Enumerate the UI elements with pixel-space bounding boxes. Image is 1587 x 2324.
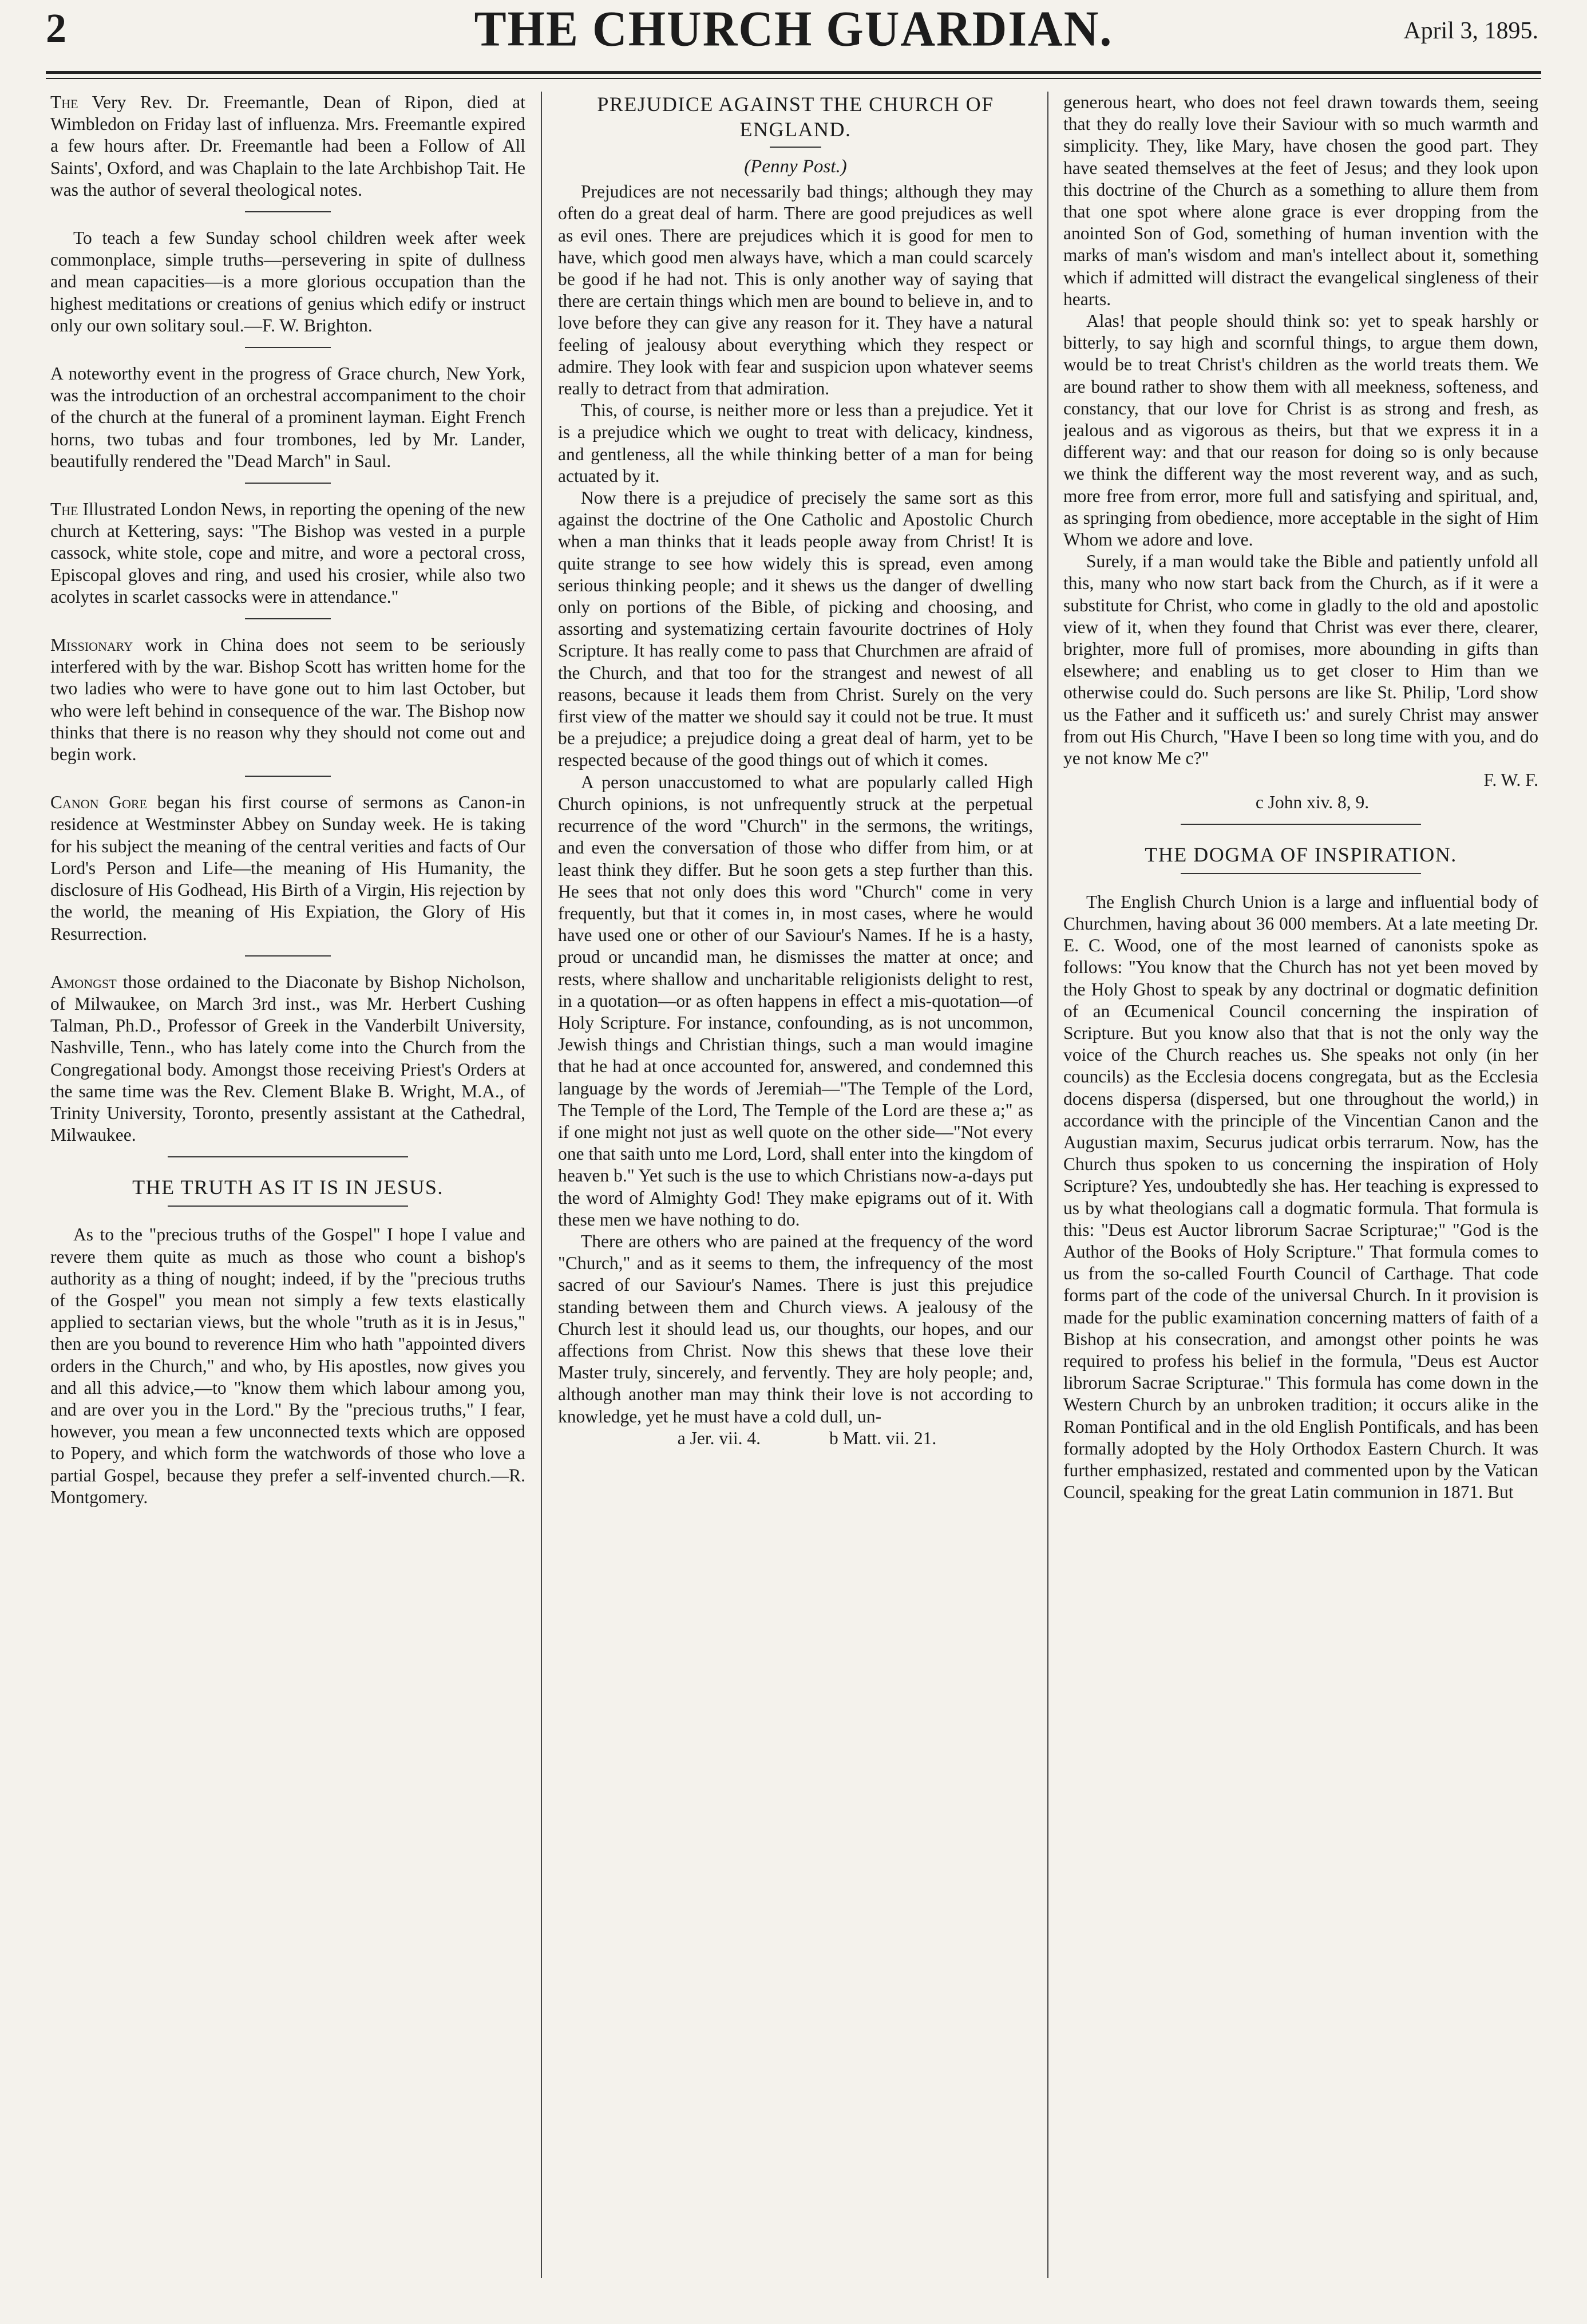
article-source: (Penny Post.) <box>744 156 847 177</box>
article-paragraph: Now there is a prejudice of precisely the same sort as this against the doctrine of the One Catholic and Apostolic Church when a man thinks that it leads people away from Christ! It is quite strange to see how widely this is spread, even among serious thinking people; and it shews us the danger of dwelling only on portions of the Bible, of picking and choosing, and assorting and systematizing certain favourite doctrines of Holy Scripture. It has really come to pass that Churchmen are afraid of the Church, and that too for the strangest and newest of all reasons, because it leads them from Christ. Surely on the very first view of the matter we should say it could not be true. It must be a prejudice; a prejudice doing a great deal of harm, yet to be respected because of the good things out of which it comes. <box>558 488 1033 770</box>
item-lead: Canon Gore <box>50 792 147 813</box>
article-heading: THE DOGMA OF INSPIRATION. <box>1145 843 1457 866</box>
item-text: To teach a few Sunday school children week after week commonplace, simple truths—persevering in spite of dullness and mean capacities—is a more glorious occupation than the highest meditations or creations of genius which edify or instruct only our own solitary soul.—F. W. Brighton. <box>50 228 525 335</box>
issue-date: April 3, 1895. <box>1403 18 1538 44</box>
column-divider <box>541 92 542 2278</box>
article-body: The English Church Union is a large and influential body of Churchmen, having about 36 000 members. At a late meeting Dr. E. C. Wood, one of the most learned of canonists spoke as follows: "You know that the Church has not yet been moved by the Holy Ghost to speak by any doctrinal or dogmatic definition of an Œcumenical Council concerning the inspiration of Scripture. But you know also that that is not the only way the voice of the Church reaches us. She speaks not only (in her councils) as the Ecclesia docens congregata, but as the Ecclesia docens dispersa (dispersed, but one throughout the world,) in accordance with the principle of the Vincentian Canon and the Augustian maxim, Securus judicat orbis terrarum. Now, has the Church thus spoken to us concerning the inspiration of Holy Scripture? Yes, undoubtedly she has. Her teaching is expressed to us by what theologians call a dogmatic formula. That formula is this: "Deus est Auctor librorum Sacrae Scripturae;" "God is the Author of the Books of Holy Scripture." That formula comes to us from the so-called Fourth Council of Carthage. That code forms part of the code of the universal Church. In it provision is made for the public examination concerning matters of faith of a Bishop at his consecration, and amongst other points he was required to profess his belief in the formula, "Deus est Auctor librorum Sacrae Scripturae." This formula has come down in the Western Church by an unbroken tradition; it occurs alike in the Roman Pontifical and in the old English Pontificals, and has been formally adopted by the Holy Orthodox Eastern Church. It was further emphasized, restated and commented upon by the Vatican Council, speaking for the great Latin communion in 1871. But <box>1063 891 1538 1503</box>
item-text: A noteworthy event in the progress of Grace church, New York, was the introduction of an orchestral accompaniment to the choir of the church at the funeral of a prominent layman. Eight French horns, two tubas and four trombones, led by Mr. Lander, beautifully rendered the "Dead March" in Saul. <box>50 363 525 471</box>
column-2 <box>558 92 1033 2301</box>
item-separator <box>245 347 331 348</box>
article-rule <box>168 1206 408 1207</box>
item-text: Illustrated London News, in reporting the opening of the new church at Kettering, says: "The Bishop was vested in a purple cassock, white stole, cope and mitre, and wore a pectoral cross, Episcopal gloves and ring, and used his crosier, while also two acolytes in scarlet cassocks were in attendance." <box>50 499 525 607</box>
article-paragraph: Prejudices are not necessarily bad things; although they may often do a great deal of harm. There are good prejudices as well as evil ones. There are prejudices which it is good for men to have, which good men always have, which a man could scarcely be good if he had not. This is only another way of saying that there are certain things which men are bound to believe in, and to love before they can give any reason for it. They have a natural feeling of jealousy about everything which they respect or admire. They look with fear and suspicion upon whatever seems really to detract from that admiration. <box>558 181 1033 399</box>
article-rule <box>1181 873 1421 874</box>
article-paragraph: A person unaccustomed to what are popularly called High Church opinions, is not unfrequently struck at the perpetual recurrence of the word "Church" in the sermons, the writings, and even the conversation of those who differ from him, or at least think they differ. But he soon gets a step further than this. He sees that not only does this word "Church" come in very frequently, but that it comes in, in most cases, where he would have used one or other of our Saviour's Names. If he is a hasty, proud or uncandid man, he dismisses the matter at once; and rests, where shallow and uncharitable religionists delight to rest, in a quotation—or as often happens in effect a mis-quotation—of Holy Scripture. For instance, confounding, as is not uncommon, Jewish things and Christian things, such a man would imagine that he had at once accounted for, answered, and condemned this language by the words of Jeremiah—"The Temple of the Lord, The Temple of the Lord, The Temple of the Lord are these a;" as if one might not just as well quote on the other side—"Not every one that saith unto me Lord, Lord, shall enter into the kingdom of heaven b." Yet such is the use to which Christians now-a-days put the word of Almighty God! They make epigrams out of it. With these men we have nothing to do. <box>558 772 1033 1230</box>
item-separator <box>245 483 331 484</box>
news-item <box>50 971 525 1147</box>
column-divider <box>1047 92 1048 2278</box>
masthead-rule-thin <box>46 78 1541 79</box>
item-lead: The <box>50 92 78 112</box>
item-separator <box>245 776 331 777</box>
news-item <box>50 499 525 608</box>
footnote: a Jer. vii. 4. <box>677 1428 761 1448</box>
article-paragraph: generous heart, who does not feel drawn towards them, seeing that they do really love their Saviour with so much warmth and simplicity. They, like Mary, have chosen the good part. They have seated themselves at the feet of Jesus; and they look upon this doctrine of the Church as a something to allure them from that one spot where alone grace is ever dropping from the anointed Son of God, something of human invention with the marks of man's wisdom and man's intellect about it, something which if admitted will distract the evangelical singleness of their hearts. <box>1063 92 1538 309</box>
masthead-rule <box>46 71 1541 74</box>
article-rule <box>168 1156 408 1157</box>
masthead <box>0 0 1587 69</box>
item-text: work in China does not seem to be seriously interfered with by the war. Bishop Scott has written home for the two ladies who were to have gone out to him last October, but who were left behind in consequence of the war. The Bishop now thinks that there is no reason why they should not come out and begin work. <box>50 635 525 765</box>
heading-rule <box>770 147 821 148</box>
column-3 <box>1063 92 1538 2301</box>
footnote: b Matt. vii. 21. <box>829 1428 937 1448</box>
footnotes <box>558 1428 1033 1449</box>
item-lead: The <box>50 499 78 520</box>
article-heading: THE TRUTH AS IT IS IN JESUS. <box>132 1176 444 1199</box>
item-separator <box>245 955 331 957</box>
news-item <box>50 227 525 337</box>
news-item <box>50 634 525 765</box>
column-1 <box>50 92 525 2301</box>
item-lead: Missionary <box>50 635 133 655</box>
item-separator <box>245 211 331 212</box>
item-text: Very Rev. Dr. Freemantle, Dean of Ripon, died at Wimbledon on Friday last of influenza. Mrs. Freemantle expired a few hours after. Dr. Freemantle had been a Follow of All Saints', Oxford, and was Chaplain to the late Archbishop Tait. He was the author of several theological notes. <box>50 92 525 200</box>
article-paragraph: This, of course, is neither more or less than a prejudice. Yet it is a prejudice which we ought to treat with delicacy, kindness, and gentleness, all the while thinking better of a man for being actuated by it. <box>558 400 1033 486</box>
news-item <box>50 792 525 944</box>
page-number: 2 <box>46 5 66 51</box>
newspaper-title: THE CHURCH GUARDIAN. <box>474 1 1113 57</box>
news-item <box>50 363 525 472</box>
article-paragraph: There are others who are pained at the frequency of the word "Church," and as it seems to them, the infrequency of the most sacred of our Saviour's Names. There is just this prejudice standing between them and Church views. A jealousy of the Church lest it should lead us, our thoughts, our hopes, and our affections from Christ. Now this shews that these love their Master truly, sincerely, and fervently. They are holy people; and, although another man may think their love is not according to knowledge, yet he must have a cold dull, un- <box>558 1231 1033 1426</box>
item-lead: Amongst <box>50 971 117 992</box>
item-text: those ordained to the Diaconate by Bishop Nicholson, of Milwaukee, on March 3rd inst., was Mr. Herbert Cushing Talman, Ph.D., Professor of Greek in the Vanderbilt University, Nashville, Tenn., who has lately come into the Church from the Congregational body. Amongst those receiving Priest's Orders at the same time was the Rev. Clement Blake B. Wright, M.A., of Trinity University, Toronto, presently assistant at the Cathedral, Milwaukee. <box>50 971 525 1145</box>
footnote: c John xiv. 8, 9. <box>1255 792 1370 812</box>
article-paragraph: Alas! that people should think so: yet to speak harshly or bitterly, to say high and scornful things, to argue them down, would be to treat Christ's children as the world treats them. We are bound rather to show them with all meekness, softeness, and constancy, that our love for Christ is as strong and fresh, as jealous and as vigorous as theirs, but that we express it in a different way: and that our reason for doing so is only because we think the different way the most reverent way, and as such, more free from error, more full and satisfying and spiritual, and, as springing from obedience, more acceptable in the sight of Him Whom we adore and love. <box>1063 311 1538 550</box>
signature: F. W. F. <box>1483 770 1538 791</box>
article-rule <box>1181 824 1421 825</box>
news-item <box>50 92 525 201</box>
article-heading: PREJUDICE AGAINST THE CHURCH OF ENGLAND. <box>597 93 994 141</box>
article-paragraph: Surely, if a man would take the Bible and patiently unfold all this, many who now start back from the Church, as if it were a substitute for Christ, who come in gladly to the old and apostolic view of it, when they found that Christ was ever there, clearer, brighter, more full of promises, more abounding in gifts than elsewhere; and enabling us to get closer to Him than we otherwise could do. Such persons are like St. Philip, 'Lord show us the Father and it sufficeth us:' and surely Christ may answer from out His Church, "Have I been so long time with you, and do ye not know Me c?" <box>1063 551 1538 769</box>
item-separator <box>245 618 331 619</box>
article-body: As to the "precious truths of the Gospel" I hope I value and revere them quite as much as those who count a bishop's authority as a thing of nought; indeed, if by the "precious truths of the Gospel" you mean not simply a few texts elastically applied to sectarian views, but the whole "truth as it is in Jesus," then are you bound to reverence Him who hath "appointed divers orders in the Church," and who, by His apostles, now gives you and all this advice,—to "know them which labour among you, and are over you in the Lord." By the "precious truths," I fear, however, you mean a few unconnected texts which are opposed to Popery, and which form the watchwords of those who love a partial Gospel, because they prefer a self-invented church.—R. Montgomery. <box>50 1224 525 1507</box>
item-text: began his first course of sermons as Canon-in residence at Westminster Abbey on Sunday week. He is taking for his subject the meaning of the central verities and facts of Our Lord's Person and Life—the meaning of His Humanity, the disclosure of His Godhead, His Birth of a Virgin, His rejection by the world, the meaning of His Expiation, the Glory of His Resurrection. <box>50 792 525 944</box>
